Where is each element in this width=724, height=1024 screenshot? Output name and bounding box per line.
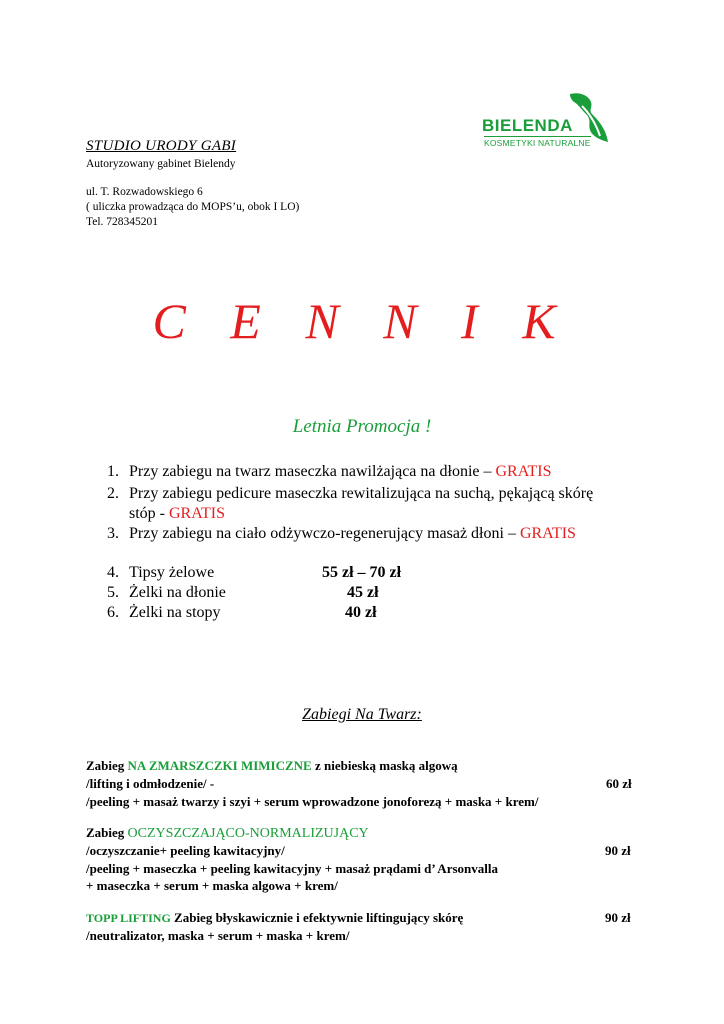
treatment-name: NA ZMARSZCZKI MIMICZNE [127,758,312,773]
price-value: 90 zł [605,843,631,858]
price-value: 55 zł – 70 zł [322,564,402,581]
studio-subtitle: Autoryzowany gabinet Bielendy [86,158,236,170]
price-value: 40 zł [345,604,377,621]
treatment-name: OCZYSZCZAJĄCO-NORMALIZUJĄCY [127,826,369,841]
directions: ( uliczka prowadząca do MOPS’u, obok I LO) [86,201,300,213]
logo-brand: BIELENDA [482,116,573,135]
gratis-badge: GRATIS [519,525,576,542]
gratis-badge: GRATIS [169,505,226,522]
price-value: 90 zł [605,910,631,925]
bielenda-logo [482,92,612,152]
phone: Tel. 728345201 [86,216,159,228]
gratis-badge: GRATIS [495,463,552,480]
treatment-name: TOPP LIFTING [86,911,171,925]
studio-name: STUDIO URODY GABI [86,138,237,154]
price-value: 45 zł [347,584,379,601]
logo-tagline: KOSMETYKI NATURALNE [484,138,591,148]
face-section-title: Zabiegi Na Twarz: [302,706,422,723]
promo-heading: Letnia Promocja ! [292,416,432,437]
address: ul. T. Rozwadowskiego 6 [86,186,203,198]
price-value: 60 zł [606,776,632,791]
page-title: C E N N I K [152,293,572,349]
